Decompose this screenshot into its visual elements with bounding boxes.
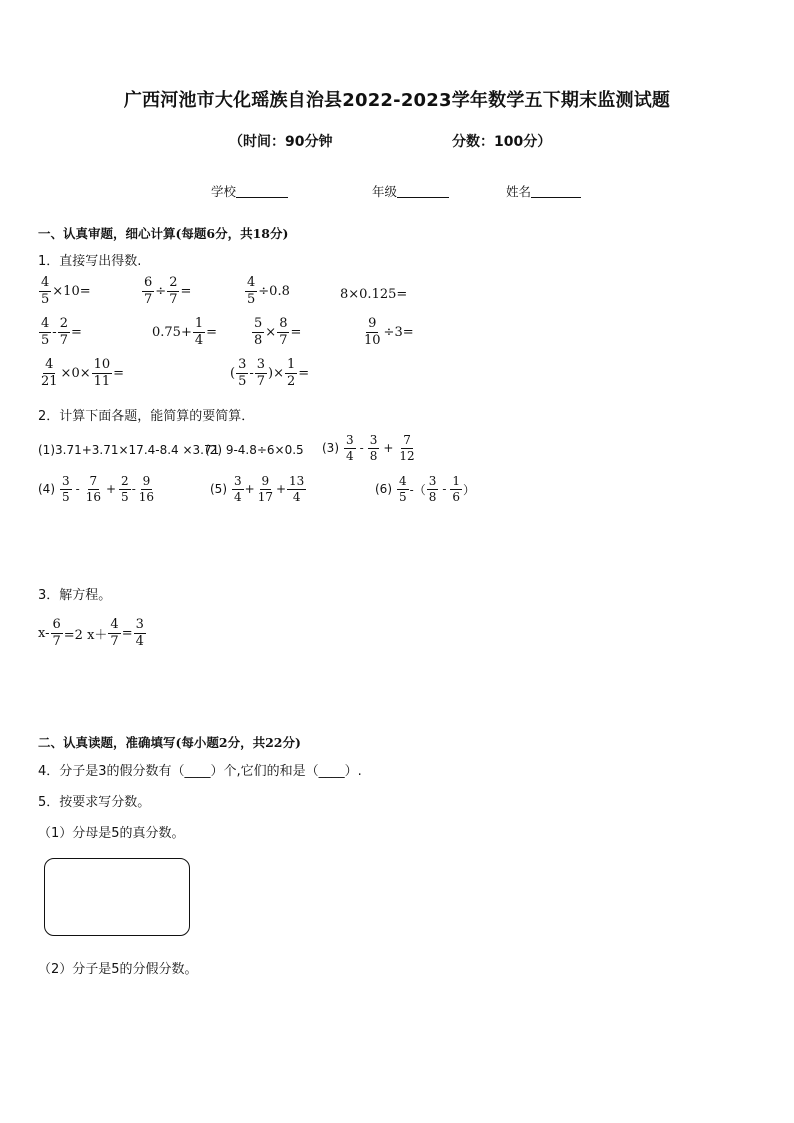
q1-item-8 <box>361 317 414 347</box>
operator: × <box>265 324 277 340</box>
numerator: 3 <box>346 433 354 447</box>
operator: - <box>75 482 80 497</box>
operator: - <box>131 482 136 497</box>
question-4: 4．分子是3的假分数有（____）个,它们的和是（____）. <box>38 764 362 779</box>
numerator: 13 <box>289 474 305 488</box>
section-2-title: 二、认真读题，准确填写(每小题2分，共22分) <box>38 735 301 750</box>
numerator: 4 <box>41 275 50 290</box>
denominator: 10 <box>364 332 381 348</box>
expr-tail: = <box>113 365 125 381</box>
denominator: 5 <box>238 373 247 389</box>
section-1-title: 一、认真审题，细心计算(每题6分，共18分) <box>38 226 289 241</box>
numerator: 8 <box>279 316 288 331</box>
expr-tail: = <box>180 283 192 299</box>
operator: -（ <box>409 482 426 497</box>
denominator: 17 <box>257 489 273 504</box>
grade-field <box>372 182 449 200</box>
numerator: 3 <box>256 357 266 372</box>
denominator: 4 <box>194 332 204 348</box>
denominator: 16 <box>138 489 155 504</box>
operator: + <box>383 441 394 456</box>
q1-item-10 <box>230 358 309 388</box>
denominator: 2 <box>287 373 296 389</box>
denominator: 5 <box>247 291 256 307</box>
expr-tail: ） <box>463 482 476 497</box>
part-label: (4) <box>38 482 55 497</box>
numerator: 4 <box>247 275 256 290</box>
operator: + <box>244 482 255 497</box>
numerator: 9 <box>368 316 377 331</box>
question-5-part-1: （1）分母是5的真分数。 <box>38 826 185 841</box>
denominator: 5 <box>41 291 50 307</box>
question-5-label: 5．按要求写分数。 <box>38 795 151 810</box>
numerator: 2 <box>121 474 129 488</box>
numerator: 4 <box>41 316 50 331</box>
operator: - <box>442 482 447 497</box>
denominator: 8 <box>369 448 378 463</box>
grade-blank[interactable] <box>397 185 449 198</box>
q2-part-5 <box>210 475 307 503</box>
expr-middle: =2 x＋ <box>63 627 108 643</box>
answer-box[interactable] <box>44 858 190 936</box>
expr-tail: = <box>290 324 302 340</box>
denominator: 7 <box>59 332 68 348</box>
denominator: 7 <box>169 291 178 307</box>
school-label: 学校 <box>211 184 237 199</box>
name-blank[interactable] <box>531 185 581 198</box>
q2-part-1: (1)3.71+3.71×17.4-8.4 ×3.71 <box>38 443 220 457</box>
numerator: 9 <box>261 474 270 488</box>
expr-tail: = <box>206 324 218 340</box>
q2-part-4 <box>38 475 157 503</box>
q1-item-9 <box>38 358 124 388</box>
denominator: 5 <box>399 489 407 504</box>
numerator: 4 <box>110 617 119 632</box>
operator: + <box>275 482 287 497</box>
denominator: 16 <box>85 489 101 504</box>
numerator: 1 <box>287 357 296 372</box>
part-label: (3) <box>322 441 339 456</box>
grade-label: 年级 <box>372 184 398 199</box>
operator: - <box>359 441 364 456</box>
denominator: 5 <box>41 332 50 348</box>
q2-part-2: (2) 9-4.8÷6×0.5 <box>205 443 304 457</box>
name-label: 姓名 <box>506 184 532 199</box>
expr-tail: ×10= <box>52 283 91 299</box>
numerator: 5 <box>254 316 263 331</box>
numerator: 4 <box>399 474 407 488</box>
expr-prefix: x- <box>38 625 50 641</box>
numerator: 2 <box>169 275 178 290</box>
q2-part-3 <box>322 434 418 462</box>
denominator: 12 <box>399 448 415 463</box>
expr-prefix: 0.75+ <box>152 324 192 340</box>
denominator: 7 <box>52 633 61 649</box>
q1-item-5 <box>38 317 82 347</box>
numerator: 6 <box>144 275 153 290</box>
denominator: 6 <box>452 489 461 504</box>
denominator: 7 <box>110 633 119 649</box>
question-2-label: 2．计算下面各题，能简算的要简算． <box>38 409 255 424</box>
denominator: 21 <box>41 373 58 389</box>
operator: - <box>249 365 254 381</box>
numerator: 1 <box>452 474 461 488</box>
numerator: 1 <box>194 316 204 331</box>
numerator: 9 <box>142 474 151 488</box>
denominator: 11 <box>93 373 111 389</box>
question-3-label: 3．解方程。 <box>38 588 112 603</box>
school-field <box>211 182 288 200</box>
q2-part-6 <box>375 475 475 503</box>
numerator: 3 <box>234 474 242 488</box>
expr-tail: ÷0.8 <box>258 283 290 299</box>
q1-item-4: 8×0.125= <box>340 287 408 302</box>
numerator: 3 <box>238 357 247 372</box>
numerator: 10 <box>93 357 111 372</box>
part-label: (5) <box>210 482 227 497</box>
time-info: （时间：90分钟 <box>229 134 333 150</box>
denominator: 4 <box>346 448 354 463</box>
expr-middle: ×0× <box>60 365 91 381</box>
denominator: 7 <box>144 291 153 307</box>
operator: + <box>105 482 117 497</box>
school-blank[interactable] <box>236 185 288 198</box>
denominator: 4 <box>135 633 144 649</box>
question-1-label: 1．直接写出得数. <box>38 254 142 269</box>
q1-item-7 <box>251 317 301 347</box>
numerator: 6 <box>52 617 61 632</box>
score-info: 分数：100分） <box>452 134 552 150</box>
numerator: 3 <box>369 433 378 447</box>
denominator: 7 <box>256 373 266 389</box>
part-label: (6) <box>375 482 392 497</box>
q3-equation <box>38 618 147 648</box>
numerator: 7 <box>403 433 411 447</box>
numerator: 2 <box>59 316 68 331</box>
denominator: 8 <box>428 489 437 504</box>
q1-item-3 <box>244 276 290 306</box>
denominator: 7 <box>279 332 288 348</box>
numerator: 3 <box>62 474 70 488</box>
expr-tail: = <box>70 324 82 340</box>
operator: = <box>121 625 133 641</box>
operator: ÷ <box>155 283 167 299</box>
denominator: 4 <box>234 489 242 504</box>
page-title: 广西河池市大化瑶族自治县2022-2023学年数学五下期末监测试题 <box>123 90 671 111</box>
denominator: 4 <box>292 489 301 504</box>
q1-item-2 <box>141 276 191 306</box>
expr-middle: )× <box>268 365 285 381</box>
expr-tail: ÷3= <box>383 324 414 340</box>
operator: - <box>52 324 57 340</box>
denominator: 5 <box>121 489 129 504</box>
question-5-part-2: （2）分子是5的分假分数。 <box>38 962 198 977</box>
numerator: 3 <box>135 617 144 632</box>
name-field <box>506 182 581 200</box>
numerator: 7 <box>89 474 98 488</box>
expr-tail: = <box>298 365 310 381</box>
numerator: 4 <box>45 357 54 372</box>
expr-prefix: ( <box>230 365 236 381</box>
denominator: 5 <box>62 489 70 504</box>
numerator: 3 <box>428 474 437 488</box>
q1-item-6 <box>152 317 217 347</box>
q1-item-1 <box>38 276 91 306</box>
denominator: 8 <box>254 332 263 348</box>
